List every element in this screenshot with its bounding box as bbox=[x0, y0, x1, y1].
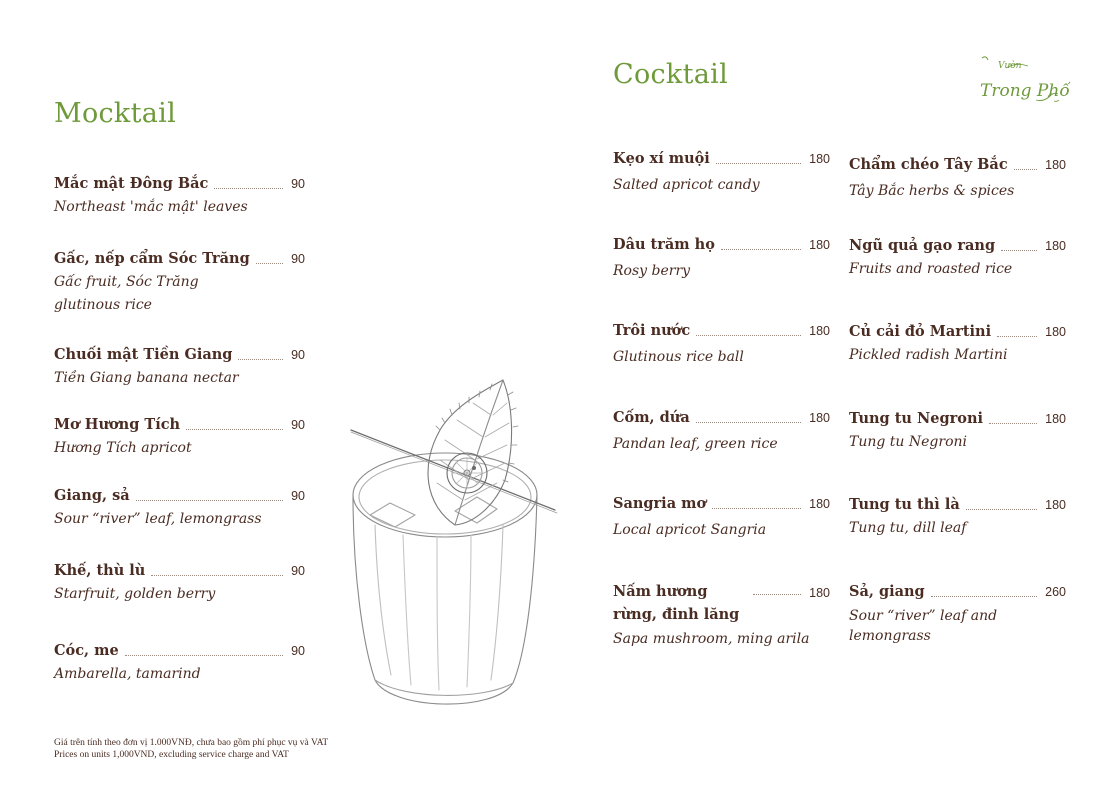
item-name: Giang, sả bbox=[54, 487, 130, 504]
item-name: Dâu trăm họ bbox=[613, 236, 715, 253]
item-description: Ambarella, tamarind bbox=[54, 666, 201, 682]
item-name: Kẹo xí muội bbox=[613, 150, 710, 167]
item-price: 180 bbox=[809, 586, 830, 600]
footnote-vietnamese: Giá trên tính theo đơn vị 1.000VNĐ, chưa bao gồm phí phục vụ và VAT bbox=[54, 738, 329, 748]
item-name: Mắc mật Đông Bắc bbox=[54, 175, 209, 192]
dot-leader bbox=[256, 263, 283, 264]
item-description: Glutinous rice ball bbox=[613, 349, 744, 365]
item-name: Tung tu Negroni bbox=[849, 410, 983, 427]
item-price: 180 bbox=[809, 497, 830, 511]
item-price: 90 bbox=[291, 644, 305, 658]
dot-leader bbox=[721, 249, 801, 250]
logo-main-text: Trong Phố bbox=[980, 81, 1070, 101]
item-price: 90 bbox=[291, 177, 305, 191]
item-description: Salted apricot candy bbox=[613, 177, 760, 193]
item-price: 90 bbox=[291, 418, 305, 432]
cocktail-item bbox=[613, 234, 830, 283]
cocktail-item bbox=[613, 493, 830, 542]
cocktail-item bbox=[613, 148, 830, 197]
cocktail-item bbox=[849, 235, 1066, 281]
item-price: 180 bbox=[809, 324, 830, 338]
item-name: Nấm hương rừng, đinh lăng bbox=[613, 583, 740, 623]
dot-leader bbox=[1014, 169, 1037, 170]
item-price: 180 bbox=[809, 238, 830, 252]
dot-leader bbox=[151, 575, 283, 576]
dot-leader bbox=[966, 509, 1037, 510]
item-name: Chuối mật Tiền Giang bbox=[54, 346, 233, 363]
item-name: Chẩm chéo Tây Bắc bbox=[849, 156, 1008, 173]
item-description: Gấc fruit, Sóc Trăng glutinous rice bbox=[54, 274, 199, 313]
mocktail-title: Mocktail bbox=[54, 98, 177, 129]
item-description: Tây Bắc herbs & spices bbox=[849, 183, 1015, 199]
mocktail-item bbox=[54, 414, 305, 460]
dot-leader bbox=[931, 596, 1037, 597]
dot-leader bbox=[136, 500, 283, 501]
dot-leader bbox=[696, 422, 801, 423]
item-description: Northeast 'mắc mật' leaves bbox=[54, 199, 248, 215]
cocktail-item bbox=[849, 321, 1066, 367]
item-description: Sour “river” leaf, lemongrass bbox=[54, 511, 262, 527]
item-price: 180 bbox=[1045, 239, 1066, 253]
cocktail-item bbox=[613, 407, 830, 456]
item-name: Cóc, me bbox=[54, 642, 119, 659]
dot-leader bbox=[238, 359, 283, 360]
item-name: Khế, thù lù bbox=[54, 562, 146, 579]
cocktail-item bbox=[849, 494, 1066, 540]
mocktail-item bbox=[54, 344, 305, 390]
item-price: 180 bbox=[809, 152, 830, 166]
item-description: Pandan leaf, green rice bbox=[613, 436, 778, 452]
mocktail-item bbox=[54, 640, 305, 686]
dot-leader bbox=[214, 188, 283, 189]
item-description: Sour “river” leaf and lemongrass bbox=[849, 608, 998, 644]
mocktail-item bbox=[54, 173, 305, 219]
item-description: Tiền Giang banana nectar bbox=[54, 370, 239, 386]
dot-leader bbox=[989, 423, 1037, 424]
cocktail-item bbox=[613, 580, 830, 651]
cocktail-item bbox=[849, 154, 1066, 203]
item-price: 90 bbox=[291, 564, 305, 578]
item-description: Fruits and roasted rice bbox=[849, 261, 1013, 277]
item-price: 180 bbox=[1045, 412, 1066, 426]
item-description: Pickled radish Martini bbox=[849, 347, 1008, 363]
cocktail-title: Cocktail bbox=[613, 59, 729, 90]
item-name: Gấc, nếp cẩm Sóc Trăng bbox=[54, 250, 250, 267]
item-description: Rosy berry bbox=[613, 263, 691, 279]
item-name: Sangria mơ bbox=[613, 495, 707, 512]
item-name: Tung tu thì là bbox=[849, 496, 960, 513]
item-price: 260 bbox=[1045, 585, 1066, 599]
dot-leader bbox=[125, 655, 283, 656]
item-name: Sả, giang bbox=[849, 583, 925, 600]
item-name: Củ cải đỏ Martini bbox=[849, 323, 992, 340]
item-description: Starfruit, golden berry bbox=[54, 586, 216, 602]
item-price: 90 bbox=[291, 252, 305, 266]
dot-leader bbox=[186, 429, 283, 430]
item-price: 180 bbox=[1045, 158, 1066, 172]
dot-leader bbox=[1001, 250, 1037, 251]
cocktail-item bbox=[849, 581, 1066, 646]
item-name: Ngũ quả gạo rang bbox=[849, 237, 996, 254]
dot-leader bbox=[712, 508, 801, 509]
dot-leader bbox=[753, 594, 801, 595]
cocktail-item bbox=[849, 408, 1066, 454]
item-description: Sapa mushroom, ming arila bbox=[613, 631, 810, 647]
footnote-english: Prices on units 1,000VND, excluding service charge and VAT bbox=[54, 750, 289, 760]
item-price: 180 bbox=[809, 411, 830, 425]
item-price: 90 bbox=[291, 348, 305, 362]
dot-leader bbox=[696, 335, 801, 336]
mocktail-item bbox=[54, 560, 305, 606]
mocktail-item bbox=[54, 485, 305, 531]
item-name: Mơ Hương Tích bbox=[54, 416, 181, 433]
item-price: 180 bbox=[1045, 325, 1066, 339]
dot-leader bbox=[997, 336, 1037, 337]
item-price: 180 bbox=[1045, 498, 1066, 512]
dot-leader bbox=[716, 163, 801, 164]
item-description: Local apricot Sangria bbox=[613, 522, 767, 538]
cocktail-glass-illustration bbox=[345, 375, 560, 720]
logo-small-text: Vườn bbox=[998, 61, 1022, 71]
item-price: 90 bbox=[291, 489, 305, 503]
item-name: Trôi nước bbox=[613, 322, 691, 339]
item-name: Cốm, dứa bbox=[613, 409, 690, 426]
price-footnote bbox=[54, 737, 328, 761]
vuon-trong-pho-logo bbox=[976, 54, 1070, 114]
item-description: Tung tu, dill leaf bbox=[849, 520, 967, 536]
mocktail-item bbox=[54, 248, 305, 317]
cocktail-item bbox=[613, 320, 830, 369]
item-description: Tung tu Negroni bbox=[849, 434, 967, 450]
item-description: Hương Tích apricot bbox=[54, 440, 192, 456]
